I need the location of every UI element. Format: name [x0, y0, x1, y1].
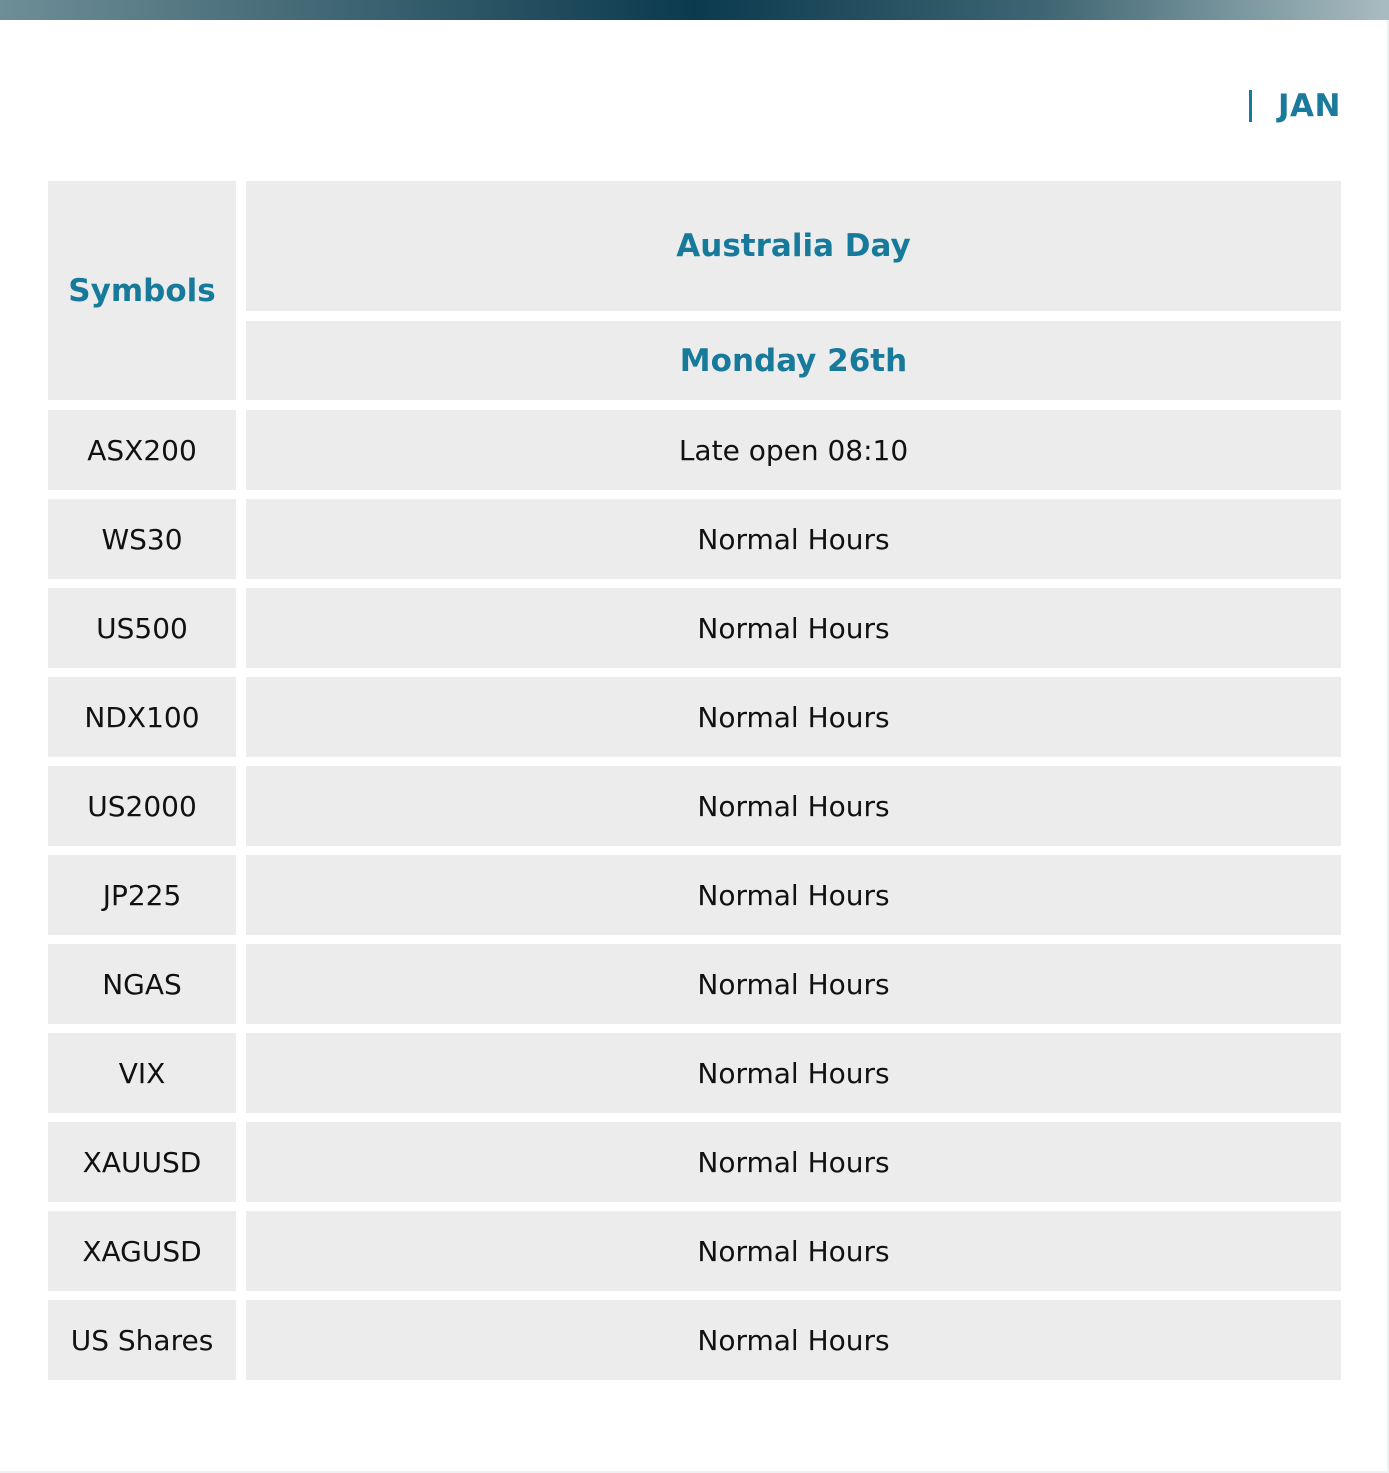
symbol-label: VIX — [118, 1056, 166, 1090]
table-row-symbol-cell — [48, 677, 236, 757]
table-row-status-cell — [246, 1122, 1341, 1202]
status-label: Normal Hours — [697, 522, 890, 556]
symbols-header: Symbols — [68, 272, 216, 309]
table-row-status-cell — [246, 1033, 1341, 1113]
table-row-status-cell — [246, 499, 1341, 579]
holiday-date-cell — [246, 321, 1341, 400]
symbols-header-cell — [48, 181, 236, 400]
holiday-name: Australia Day — [676, 228, 911, 264]
table-row-symbol-cell — [48, 855, 236, 935]
table-row-status-cell — [246, 588, 1341, 668]
table-row-status-cell — [246, 1300, 1341, 1380]
table-row-symbol-cell — [48, 1122, 236, 1202]
table-row-status-cell — [246, 855, 1341, 935]
status-label: Normal Hours — [697, 1145, 890, 1179]
status-label: Normal Hours — [697, 700, 890, 734]
month-indicator — [1249, 88, 1341, 124]
table-row-symbol-cell — [48, 1300, 236, 1380]
status-label: Normal Hours — [697, 878, 890, 912]
symbol-label: XAGUSD — [82, 1234, 202, 1268]
table-row-status-cell — [246, 1211, 1341, 1291]
table-row-status-cell — [246, 677, 1341, 757]
table-row-symbol-cell — [48, 1211, 236, 1291]
symbol-label: NDX100 — [84, 700, 200, 734]
symbol-label: US Shares — [70, 1323, 214, 1357]
table-row-symbol-cell — [48, 410, 236, 490]
status-label: Normal Hours — [697, 789, 890, 823]
table-row-symbol-cell — [48, 499, 236, 579]
holiday-date: Monday 26th — [679, 342, 908, 379]
status-label: Normal Hours — [697, 611, 890, 645]
month-label: JAN — [1278, 88, 1341, 124]
month-divider — [1249, 90, 1252, 122]
symbol-label: WS30 — [101, 522, 183, 556]
symbol-label: US2000 — [87, 789, 197, 823]
table-row-symbol-cell — [48, 766, 236, 846]
symbol-label: XAUUSD — [82, 1145, 202, 1179]
table-row-status-cell — [246, 944, 1341, 1024]
table-row-symbol-cell — [48, 1033, 236, 1113]
status-label: Normal Hours — [697, 1323, 890, 1357]
table-row-status-cell — [246, 766, 1341, 846]
symbol-label: JP225 — [102, 878, 182, 912]
symbol-label: US500 — [96, 611, 188, 645]
status-label: Normal Hours — [697, 1056, 890, 1090]
holiday-name-cell — [246, 181, 1341, 311]
symbol-label: ASX200 — [87, 433, 197, 467]
status-label: Normal Hours — [697, 1234, 890, 1268]
table-row-symbol-cell — [48, 588, 236, 668]
top-gradient-bar — [0, 0, 1389, 20]
table-row-status-cell — [246, 410, 1341, 490]
status-label: Late open 08:10 — [678, 433, 909, 467]
table-row-symbol-cell — [48, 944, 236, 1024]
symbol-label: NGAS — [102, 967, 182, 1001]
status-label: Normal Hours — [697, 967, 890, 1001]
